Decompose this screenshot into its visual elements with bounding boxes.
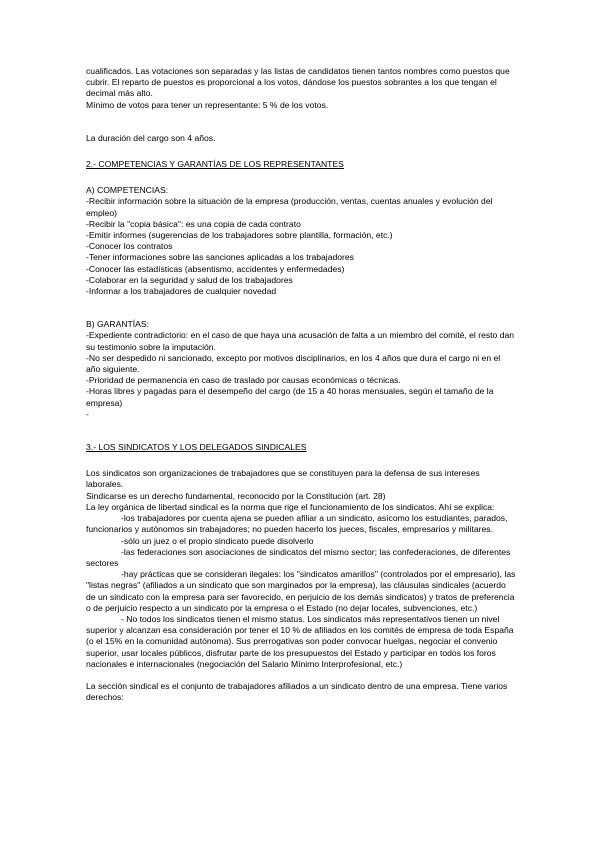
seccion-sindical-paragraph: La sección sindical es el conjunto de trabajadores afiliados a un sindicato dentro de una empresa. Tiene varios derechos:: [86, 680, 508, 703]
garantias-item: -: [86, 408, 89, 419]
sindicatos-list-item: -sólo un juez o el propio sindicato puede disolverlo: [121, 535, 314, 546]
intro-paragraph-minimo-votos: Mínimo de votos para tener un representante: 5 % de los votos.: [86, 99, 329, 110]
document-page: [86, 66, 516, 703]
garantias-item: -Horas libres y pagadas para el desempeño del cargo (de 15 a 40 horas mensuales, según el tamaño de la empresa): [86, 386, 494, 408]
competencias-item: -Tener informaciones sobre las sanciones aplicadas a los trabajadores: [86, 252, 354, 263]
competencias-item: -Recibir información sobre la situación de la empresa (producción, ventas, cuentas anuales y evolución del empleo): [86, 196, 493, 218]
competencias-item: -Informar a los trabajadores de cualquier novedad: [86, 286, 277, 297]
garantias-item: -No ser despedido ni sancionado, excepto por motivos disciplinarios, en los 4 años que dura el cargo ni en el año siguiente.: [86, 352, 501, 375]
garantias-item: -Prioridad de permanencia en caso de traslado por causas económicas o técnicas.: [86, 375, 401, 386]
sindicatos-paragraph-ley: La ley orgánica de libertad sindical es la norma que rige el funcionamiento de los sindicatos. Ahí se explica:: [86, 501, 495, 512]
sindicatos-paragraph-derecho: Sindicarse es un derecho fundamental, reconocido por la Constitución (art. 28): [86, 490, 386, 501]
section-3-heading: 3.- LOS SINDICATOS Y LOS DELEGADOS SINDICALES: [86, 442, 307, 453]
sindicatos-list-item: -los trabajadores por cuenta ajena se pueden afiliar a un sindicato, asícomo los estudiantes, parados, funcionarios y autónomos sin trabajadores; no pueden hacerlo los jueces, fiscales, empresarios y militares.: [86, 513, 508, 535]
competencias-heading: A) COMPETENCIAS:: [86, 185, 169, 196]
competencias-item: -Conocer los contratos: [86, 241, 173, 252]
intro-paragraph-votaciones: cualificados. Las votaciones son separadas y las listas de candidatos tienen tantos nombres como puestos que cubrir. El reparto de puestos es proporcional a los votos, dándose los puestos sobrantes a los que tengan el decimal más alto.: [86, 66, 510, 99]
garantias-item: -Expediente contradictorio: en el caso de que haya una acusación de falta a un miembro del comité, el resto dan su testimonio sobre la imputación.: [86, 330, 515, 352]
garantias-heading: B) GARANTÍAS:: [86, 319, 150, 330]
competencias-item: -Emitir informes (sugerencias de los trabajadores sobre plantilla, formación, etc.): [86, 230, 393, 241]
sindicatos-list-item: -hay prácticas que se consideran ilegales: los "sindicatos amarillos" (controlados por el empresario), las "listas negras" (afiliados a un sindicato que son marginados por la empresa), las cláusulas sindicales (acuerdo de un sindicato con la empresa para ser favorecido, en perjuicio de los demás sindicatos) y tratos de preferencia o de perjuicio respecto a un sindicato por la empresa o el Estado (no dejar locales, subvenciones, etc.): [86, 569, 516, 613]
sindicatos-paragraph-definicion: Los sindicatos son organizaciones de trabajadores que se constituyen para la defensa de sus intereses laborales.: [86, 468, 480, 490]
intro-paragraph-duracion: La duración del cargo son 4 años.: [86, 132, 216, 143]
competencias-item: -Colaborar en la seguridad y salud de los trabajadores: [86, 274, 293, 285]
competencias-item: -Recibir la "copia básica": es una copia de cada contrato: [86, 218, 301, 229]
competencias-item: -Conocer las estadísticas (absentismo, accidentes y enfermedades): [86, 263, 345, 274]
sindicatos-list-item: -las federaciones son asociaciones de sindicatos del mismo sector; las confederaciones, de diferentes sectores: [86, 546, 511, 568]
sindicatos-list-item: - No todos los sindicatos tienen el mismo status. Los sindicatos más representativos tienen un nivel superior y alcanzan esa consideración por tener el 10 % de afiliados en los comités de empresa de toda España (o el 15% en la comunidad autónoma). Sus prerrogativas son poder convocar huelgas, negociar el convenio superior, usar locales públicos, disfrutar parte de los presupuestos del Estado y participar en todos los foros nacionales e internacionales (negociación del Salario Mínimo Interprofesional, etc.): [86, 613, 514, 669]
section-2-heading: 2.- COMPETENCIAS Y GARANTÍAS DE LOS REPRESENTANTES: [86, 159, 344, 170]
